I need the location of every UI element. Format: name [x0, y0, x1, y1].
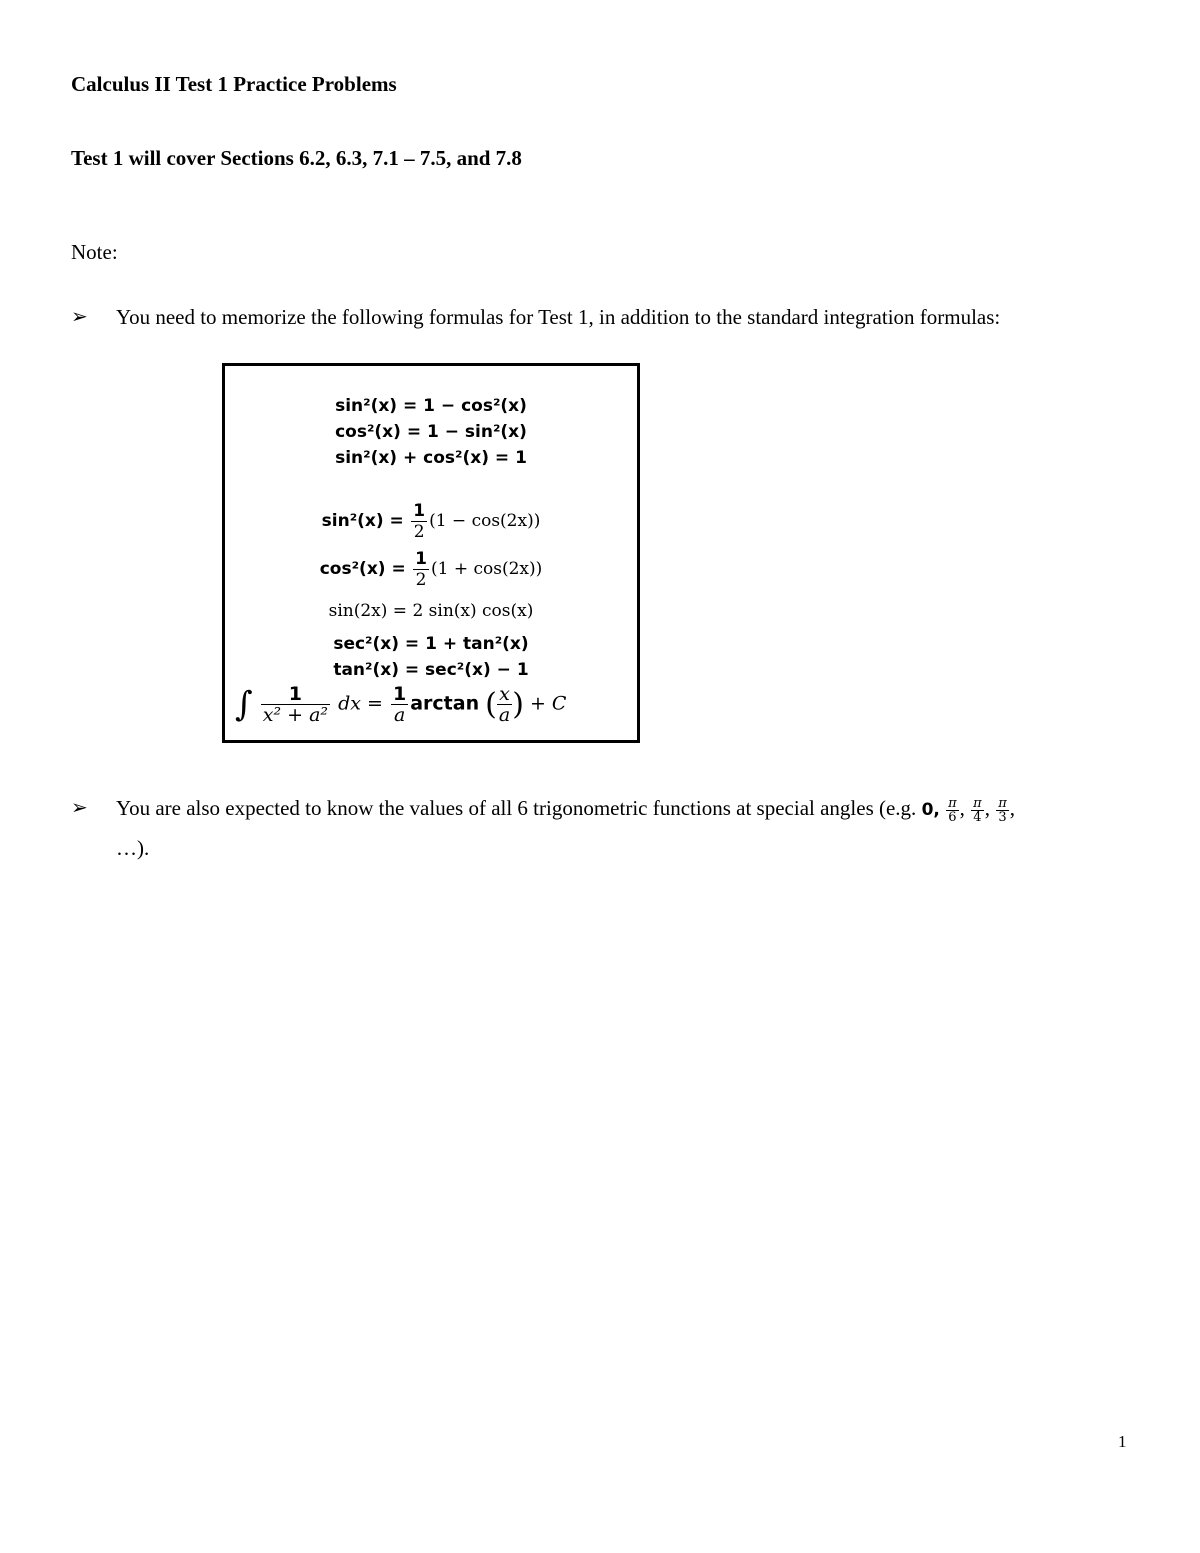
formula-pythagorean-2: cos²(x) = 1 − sin²(x): [335, 422, 527, 442]
formula-half-angle-cos: cos²(x) = $\frac{1}{2}$ (1 + cos(2x)): [319, 549, 543, 590]
formula-pythagorean-3: sin²(x) + cos²(x) = 1: [335, 448, 527, 468]
integral-sign: ∫: [235, 684, 253, 725]
fraction-pi-4: $\frac{\pi}{4}$: [973, 795, 982, 825]
bullet-memorize: [71, 297, 1171, 337]
formula-box: [222, 363, 640, 743]
test-coverage: Test 1 will cover Sections 6.2, 6.3, 7.1 – 7.5, and 7.8: [71, 146, 522, 170]
arrow-bullet-icon: ➢: [71, 306, 88, 328]
formula-tan-squared: tan²(x) = sec²(x) − 1: [333, 660, 529, 680]
page-number: 1: [1118, 1432, 1127, 1451]
formula-arctan-integral: ∫ $\frac{1}{\text{x² + a²}}$ dx = $\frac{1}{a}$ arctan ( $\frac{x}{a}$ ) + C: [235, 683, 567, 726]
note-label: Note:: [71, 240, 118, 264]
bullet-memorize-text: You need to memorize the following formulas for Test 1, in addition to the standard integration formulas:: [116, 305, 1001, 329]
fraction-one-half: $\frac{1}{2}$: [413, 501, 426, 542]
fraction-one-half: $\frac{1}{2}$: [415, 549, 427, 590]
fraction-pi-3: $\frac{\pi}{3}$: [998, 795, 1007, 825]
bullet-special-angles-continuation: …).: [116, 836, 150, 860]
document-title: Calculus II Test 1 Practice Problems: [71, 72, 397, 96]
fraction-pi-6: $\frac{\pi}{6}$: [948, 795, 957, 825]
bullet-special-angles-text: You are also expected to know the values of all 6 trigonometric functions at special angles (e.g. 0, $\frac{\pi}{6}$ , $\frac{\pi}{4}$ , $\frac{\pi}{3}$ ,: [116, 795, 1015, 825]
formula-half-angle-sin: sin²(x) = $\frac{1}{2}$ (1 − cos(2x)): [321, 501, 541, 542]
arrow-bullet-icon: ➢: [71, 797, 88, 819]
formula-sec-squared: sec²(x) = 1 + tan²(x): [333, 634, 529, 654]
formula-double-angle: sin(2x) = 2 sin(x) cos(x): [328, 601, 534, 621]
formula-pythagorean-1: sin²(x) = 1 − cos²(x): [335, 396, 527, 416]
bullet-special-angles: [71, 788, 1171, 878]
